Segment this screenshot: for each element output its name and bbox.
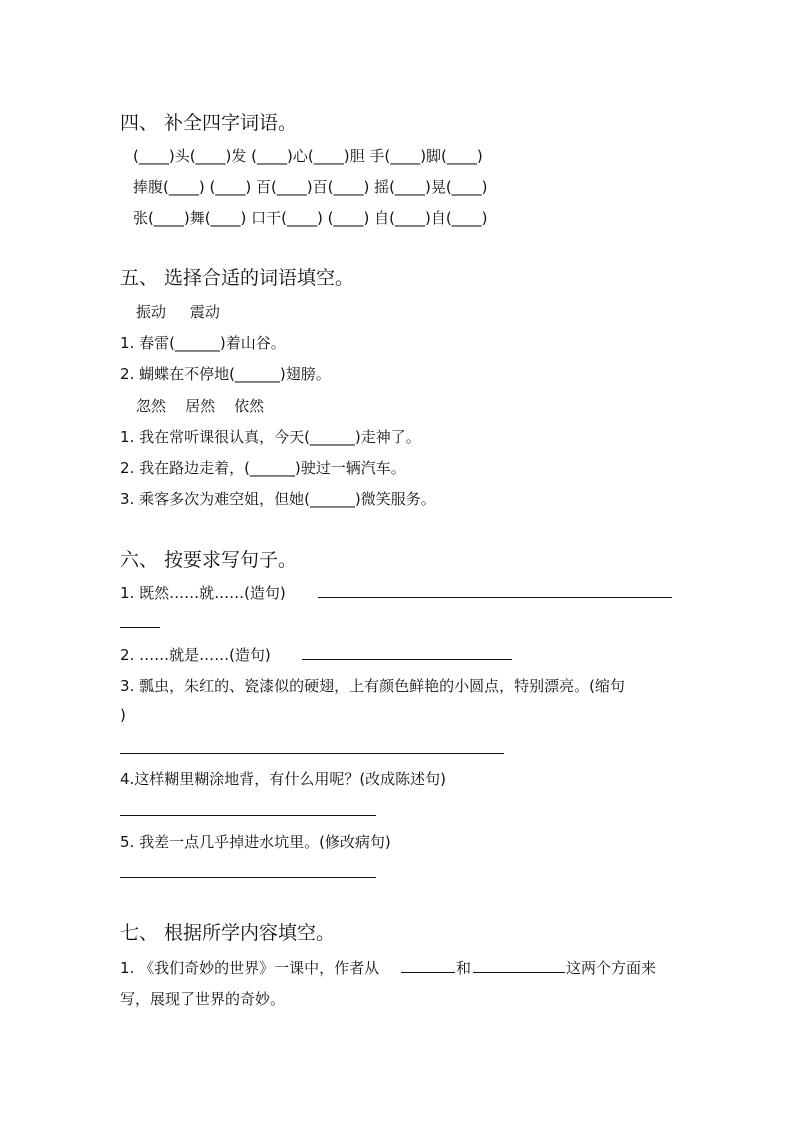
section-4-heading: 四、 补全四字词语。 [120,112,298,134]
answer-line[interactable] [120,753,504,754]
section-7-heading: 七、 根据所学内容填空。 [120,922,336,944]
answer-blank[interactable] [401,972,455,973]
section-7-q1-part2: 和 [456,959,472,977]
section-5-item-5: 3. 乘客多次为难空姐，但她(______)微笑服务。 [120,490,436,508]
answer-blank[interactable] [473,972,565,973]
answer-line[interactable] [318,597,672,598]
section-6-q1: 1. 既然……就……(造句) [120,584,286,602]
section-6-heading: 六、 按要求写句子。 [120,549,298,571]
answer-line[interactable] [120,877,376,878]
word-choices-2: 忽然 居然 依然 [136,397,265,415]
section-7-q1-line2: 写，展现了世界的奇妙。 [120,990,286,1008]
section-5-heading: 五、 选择合适的词语填空。 [120,267,355,289]
word-choices-1: 振动 震动 [136,303,220,321]
section-4-row-2: 捧腹(____) (____) 百(____)百(____) 摇(____)晃(____) [133,178,488,196]
answer-line[interactable] [120,627,160,628]
section-5-item-1: 1. 春雷(______)着山谷。 [120,334,286,352]
section-6-q3: 3. 瓢虫，朱红的、瓷漆似的硬翅，上有颜色鲜艳的小圆点，特别漂亮。(缩句 [120,677,625,695]
section-6-q5: 5. 我差一点几乎掉进水坑里。(修改病句) [120,833,391,851]
section-4-row-1: (____)头(____)发 (____)心(____)胆 手(____)脚(____) [133,147,483,165]
section-5-item-3: 1. 我在常听课很认真，今天(______)走神了。 [120,428,421,446]
answer-line[interactable] [120,815,376,816]
section-6-q3-end: ) [120,706,126,724]
section-4-row-3: 张(____)舞(____) 口干(____) (____) 自(____)自(____) [133,209,488,227]
section-5-item-2: 2. 蝴蝶在不停地(______)翅膀。 [120,365,331,383]
section-5-item-4: 2. 我在路边走着，(______)驶过一辆汽车。 [120,459,406,477]
section-7-q1-part3: 这两个方面来 [566,959,657,977]
answer-line[interactable] [302,659,512,660]
section-6-q4: 4.这样糊里糊涂地背，有什么用呢？(改成陈述句) [120,770,447,788]
section-6-q2: 2. ……就是……(造句) [120,646,271,664]
section-7-q1-part1: 1. 《我们奇妙的世界》一课中，作者从 [120,959,380,977]
